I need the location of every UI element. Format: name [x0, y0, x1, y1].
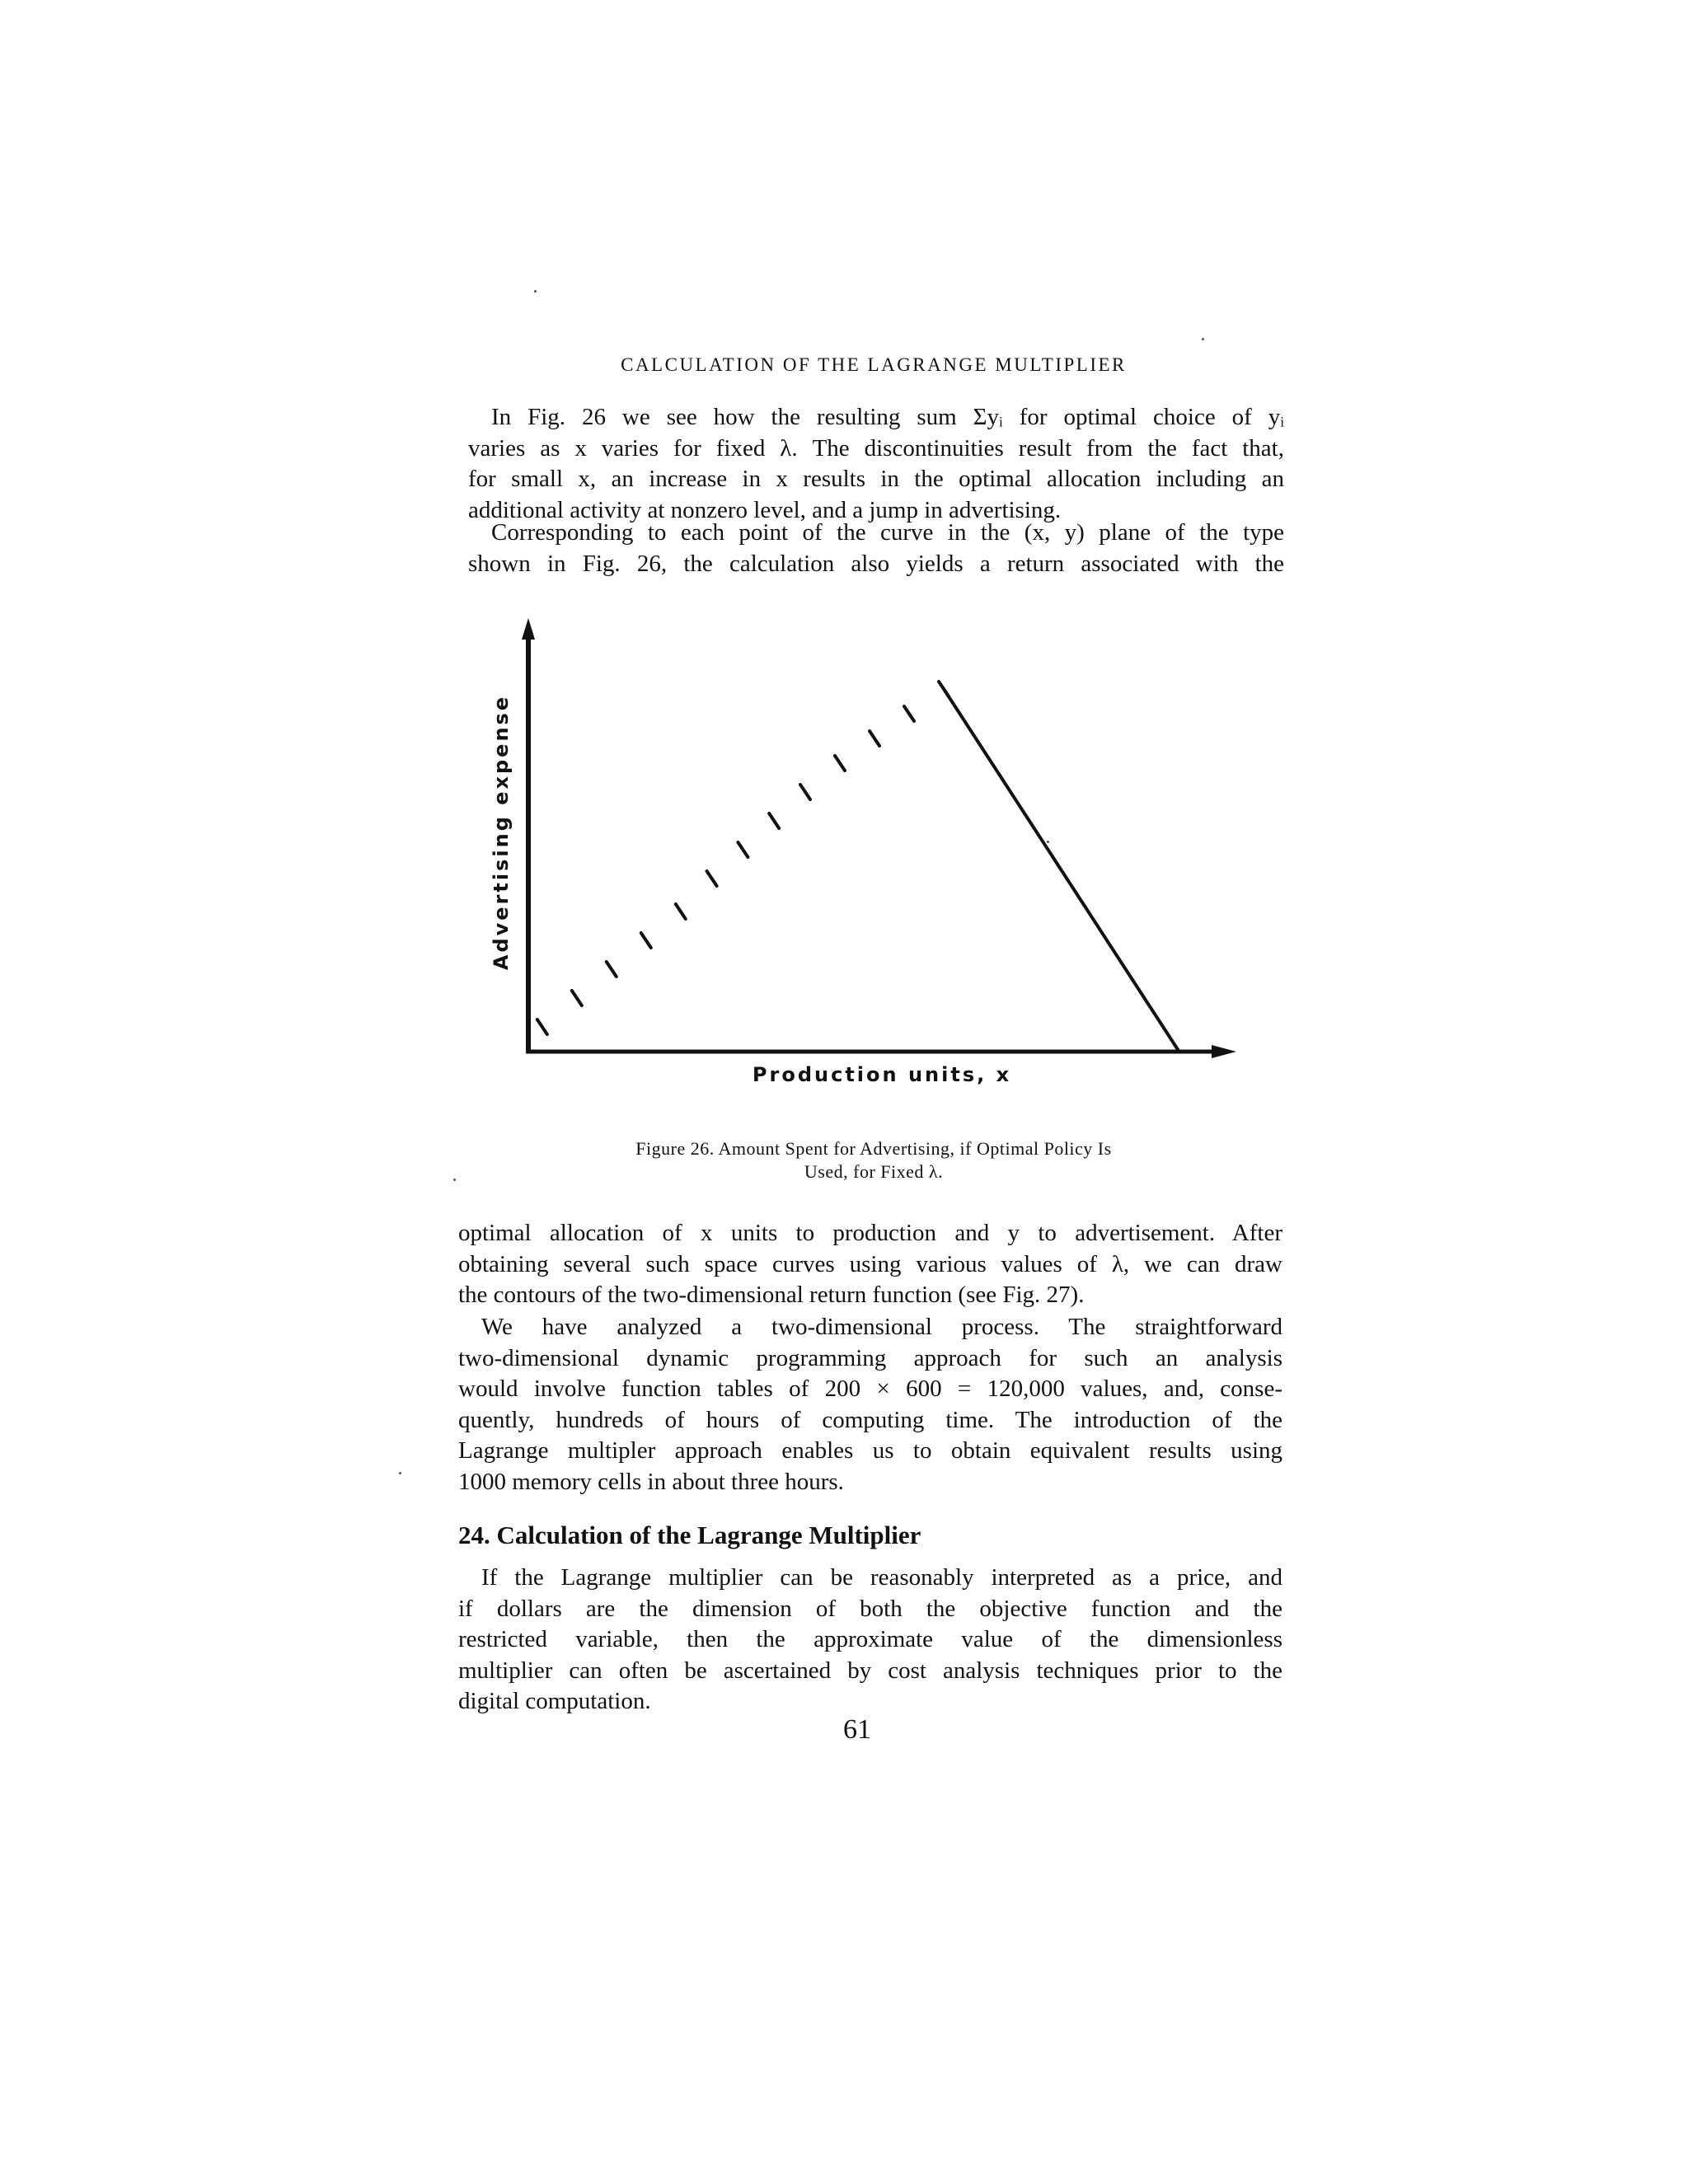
section-heading: 24. Calculation of the Lagrange Multiplier — [458, 1521, 921, 1549]
paragraph-contours — [458, 1218, 1282, 1311]
text-line: 1000 memory cells in about three hours. — [458, 1468, 844, 1495]
step-dash-mark — [904, 706, 914, 721]
x-axis-label: Production units, x — [752, 1063, 1012, 1086]
paragraph-lagrange-price — [458, 1563, 1282, 1718]
text-line: We have analyzed a two-dimensional process. The straightforward — [481, 1314, 1282, 1340]
step-dash-mark — [641, 933, 651, 948]
text-line: for small x, an increase in x results in the optimal allocation including an — [468, 466, 1284, 492]
text-line: optimal allocation of x units to production and y to advertisement. After — [458, 1220, 1282, 1246]
step-dash-mark — [835, 756, 845, 771]
text-line: If the Lagrange multiplier can be reasonably interpreted as a price, and — [481, 1564, 1282, 1591]
text-line: In Fig. 26 we see how the resulting sum Σyᵢ for optimal choice of yᵢ — [491, 404, 1284, 430]
step-dash-mark — [738, 842, 748, 857]
running-head: CALCULATION OF THE LAGRANGE MULTIPLIER — [621, 354, 1127, 375]
y-axis-arrowhead — [522, 618, 535, 640]
paragraph-fig26-intro — [468, 402, 1284, 526]
scan-speck — [534, 290, 537, 293]
step-dash-mark — [537, 1019, 547, 1034]
scan-speck — [399, 1472, 401, 1474]
scan-speck — [453, 1179, 456, 1181]
text-line: Corresponding to each point of the curve in the (x, y) plane of the type — [491, 519, 1284, 546]
chart-axes — [522, 618, 1236, 1058]
text-line: obtaining several such space curves using various values of λ, we can draw — [458, 1250, 1282, 1277]
step-dash-mark — [800, 785, 810, 799]
text-line: quently, hundreds of hours of computing time. The introduction of the — [458, 1406, 1282, 1433]
text-line: additional activity at nonzero level, and a jump in advertising. — [468, 496, 1062, 523]
page-number: 61 — [843, 1714, 871, 1745]
text-line: Lagrange multipler approach enables us to obtain equivalent results using — [458, 1437, 1282, 1464]
series-line-1 — [944, 689, 1179, 1052]
chart-marks — [537, 682, 1179, 1052]
step-dash-mark — [769, 813, 779, 828]
figure-26-chart — [478, 610, 1269, 1121]
text-line: would involve function tables of 200 × 600 = 120,000 values, and, conse- — [458, 1376, 1282, 1402]
step-dash-mark — [707, 871, 717, 886]
step-dash-mark — [870, 731, 879, 746]
scan-speck — [1202, 338, 1204, 340]
caption-line: Figure 26. Amount Spent for Advertising, if Optimal Policy Is — [635, 1138, 1112, 1159]
paragraph-two-dimensional-process — [458, 1312, 1282, 1497]
y-axis-label: Advertising expense — [490, 694, 513, 971]
paragraph-return-curve — [468, 518, 1284, 579]
text-line: varies as x varies for fixed λ. The discontinuities result from the fact that, — [468, 434, 1284, 462]
x-axis-arrowhead — [1212, 1045, 1236, 1058]
text-line: digital computation. — [458, 1688, 651, 1714]
figure-caption — [560, 1137, 1187, 1183]
text-line: two-dimensional dynamic programming approach for such an analysis — [458, 1344, 1282, 1371]
step-dash-mark — [676, 904, 686, 919]
text-line: multiplier can often be ascertained by cost analysis techniques prior to the — [458, 1657, 1282, 1684]
figure-26 — [478, 610, 1269, 1121]
step-dash-mark — [572, 991, 582, 1005]
step-dash-mark — [607, 962, 617, 977]
text-line: shown in Fig. 26, the calculation also yields a return associated with the — [468, 550, 1284, 577]
text-line: if dollars are the dimension of both the objective function and the — [458, 1595, 1282, 1622]
text-line: restricted variable, then the approximate value of the dimensionless — [458, 1626, 1282, 1652]
caption-line: Used, for Fixed λ. — [804, 1161, 944, 1182]
scan-speck — [1047, 841, 1049, 843]
text-line: the contours of the two-dimensional return function (see Fig. 27). — [458, 1282, 1085, 1308]
